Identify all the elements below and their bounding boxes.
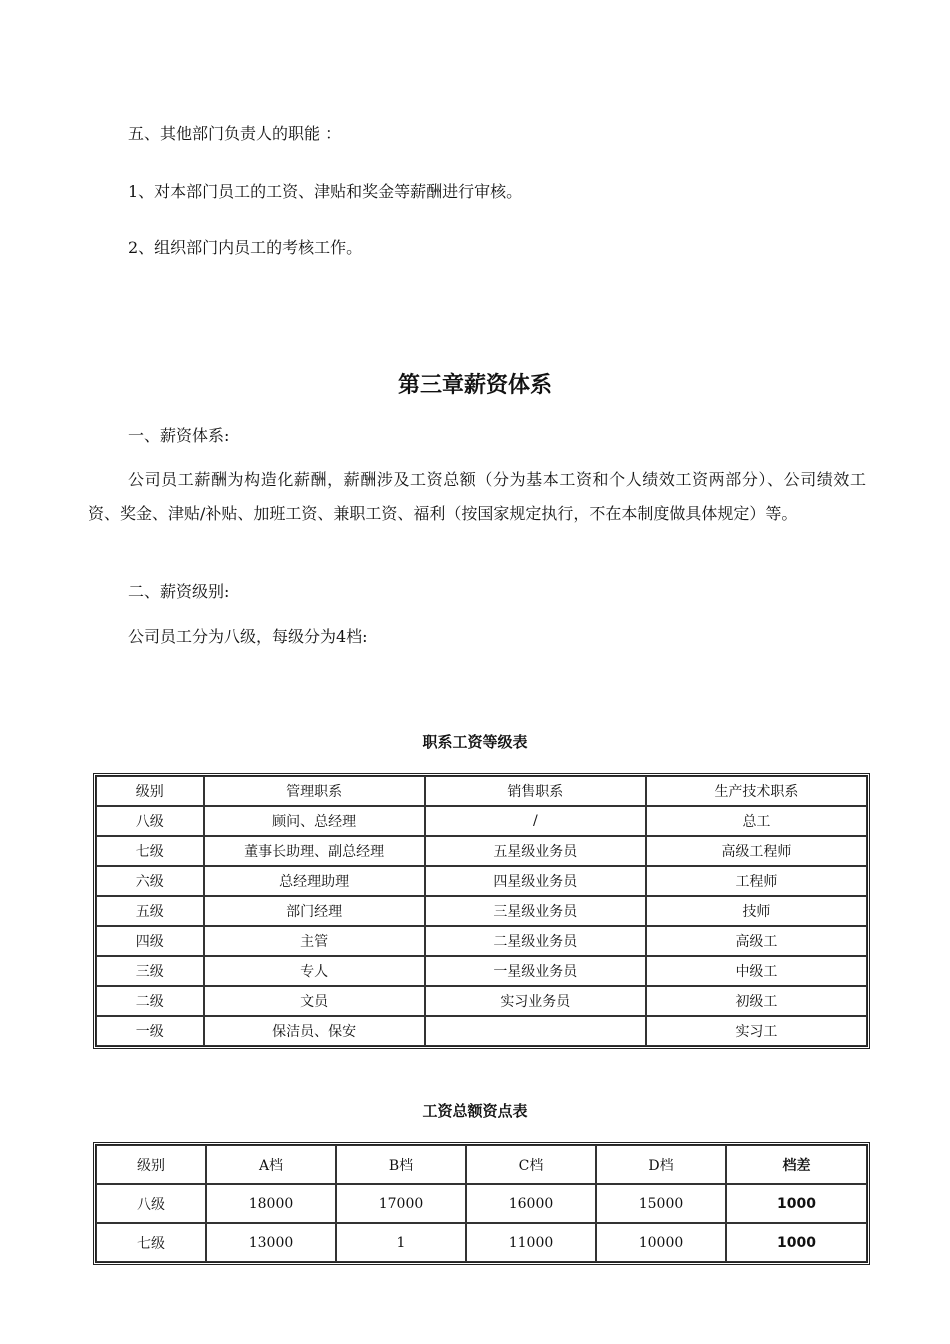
table-cell: 八级 (96, 1184, 206, 1223)
table2-title: 工资总额资点表 (422, 1102, 528, 1120)
salary-levels-text: 公司员工分为八级，每级分为4档: (128, 627, 368, 646)
table-cell: 四星级业务员 (425, 866, 646, 896)
table-row (96, 806, 867, 836)
table-cell (425, 1016, 646, 1046)
table-cell: 三级 (96, 956, 204, 986)
table-cell: 董事长助理、副总经理 (204, 836, 425, 866)
table-header-cell: 级别 (96, 776, 204, 806)
table-cell: 实习工 (646, 1016, 867, 1046)
table-cell: 工程师 (646, 866, 867, 896)
table-row (96, 1223, 867, 1262)
table-cell: 四级 (96, 926, 204, 956)
salary-system-heading: 一、薪资体系: (128, 426, 230, 445)
table-header-cell: B档 (336, 1145, 466, 1184)
grade-table (93, 773, 870, 1049)
table-cell: 总工 (646, 806, 867, 836)
table-cell: 实习业务员 (425, 986, 646, 1016)
section5-heading: 五、其他部门负责人的职能 ： (128, 124, 342, 143)
table-cell: 16000 (466, 1184, 596, 1223)
table-header-cell: A档 (206, 1145, 336, 1184)
table-cell: 1000 (726, 1223, 867, 1262)
table-header-cell: 级别 (96, 1145, 206, 1184)
table-header-cell: 档差 (726, 1145, 867, 1184)
table-cell: 二星级业务员 (425, 926, 646, 956)
table-row (96, 986, 867, 1016)
table-row (96, 1016, 867, 1046)
table-header-cell: D档 (596, 1145, 726, 1184)
table-header-cell: C档 (466, 1145, 596, 1184)
table-cell: 1 (336, 1223, 466, 1262)
table-header-row (96, 776, 867, 806)
table-cell: 二级 (96, 986, 204, 1016)
section5-item-1: 1、对本部门员工的工资、津贴和奖金等薪酬进行审核。 (128, 182, 523, 201)
table-cell: 中级工 (646, 956, 867, 986)
table-cell: 高级工程师 (646, 836, 867, 866)
table-cell: 五级 (96, 896, 204, 926)
table-row (96, 836, 867, 866)
salary-levels-heading: 二、薪资级别: (128, 582, 230, 601)
table-cell: 专人 (204, 956, 425, 986)
table-cell: 13000 (206, 1223, 336, 1262)
table-cell: 一级 (96, 1016, 204, 1046)
table-row (96, 1184, 867, 1223)
table-cell: 初级工 (646, 986, 867, 1016)
table-row (96, 956, 867, 986)
table-cell: / (425, 806, 646, 836)
table-cell: 六级 (96, 866, 204, 896)
salary-points-table (93, 1142, 870, 1265)
table-cell: 文员 (204, 986, 425, 1016)
table-row (96, 926, 867, 956)
section5-item-2: 2、组织部门内员工的考核工作。 (128, 238, 363, 257)
table-cell: 五星级业务员 (425, 836, 646, 866)
table-cell: 1000 (726, 1184, 867, 1223)
table-header-cell: 管理职系 (204, 776, 425, 806)
table-cell: 10000 (596, 1223, 726, 1262)
table-cell: 技师 (646, 896, 867, 926)
table-row (96, 866, 867, 896)
table-cell: 顾问、总经理 (204, 806, 425, 836)
table-header-cell: 生产技术职系 (646, 776, 867, 806)
table-cell: 七级 (96, 836, 204, 866)
table-cell: 保洁员、保安 (204, 1016, 425, 1046)
table-cell: 15000 (596, 1184, 726, 1223)
table-header-row (96, 1145, 867, 1184)
table1-title: 职系工资等级表 (422, 733, 528, 751)
table-cell: 11000 (466, 1223, 596, 1262)
table-cell: 部门经理 (204, 896, 425, 926)
table-row (96, 896, 867, 926)
table-header-cell: 销售职系 (425, 776, 646, 806)
salary-system-paragraph: 公司员工薪酬为构造化薪酬，薪酬涉及工资总额（分为基本工资和个人绩效工资两部分）、公司绩效工资、奖金、津贴/补贴、加班工资、兼职工资、福利（按国家规定执行，不在本制度做具体规定）等。 (88, 470, 866, 523)
table-cell: 高级工 (646, 926, 867, 956)
chapter-title: 第三章薪资体系 (397, 373, 552, 398)
table-cell: 总经理助理 (204, 866, 425, 896)
table-cell: 一星级业务员 (425, 956, 646, 986)
table-cell: 17000 (336, 1184, 466, 1223)
table-cell: 七级 (96, 1223, 206, 1262)
table-cell: 三星级业务员 (425, 896, 646, 926)
table-cell: 八级 (96, 806, 204, 836)
table-cell: 主管 (204, 926, 425, 956)
table-cell: 18000 (206, 1184, 336, 1223)
